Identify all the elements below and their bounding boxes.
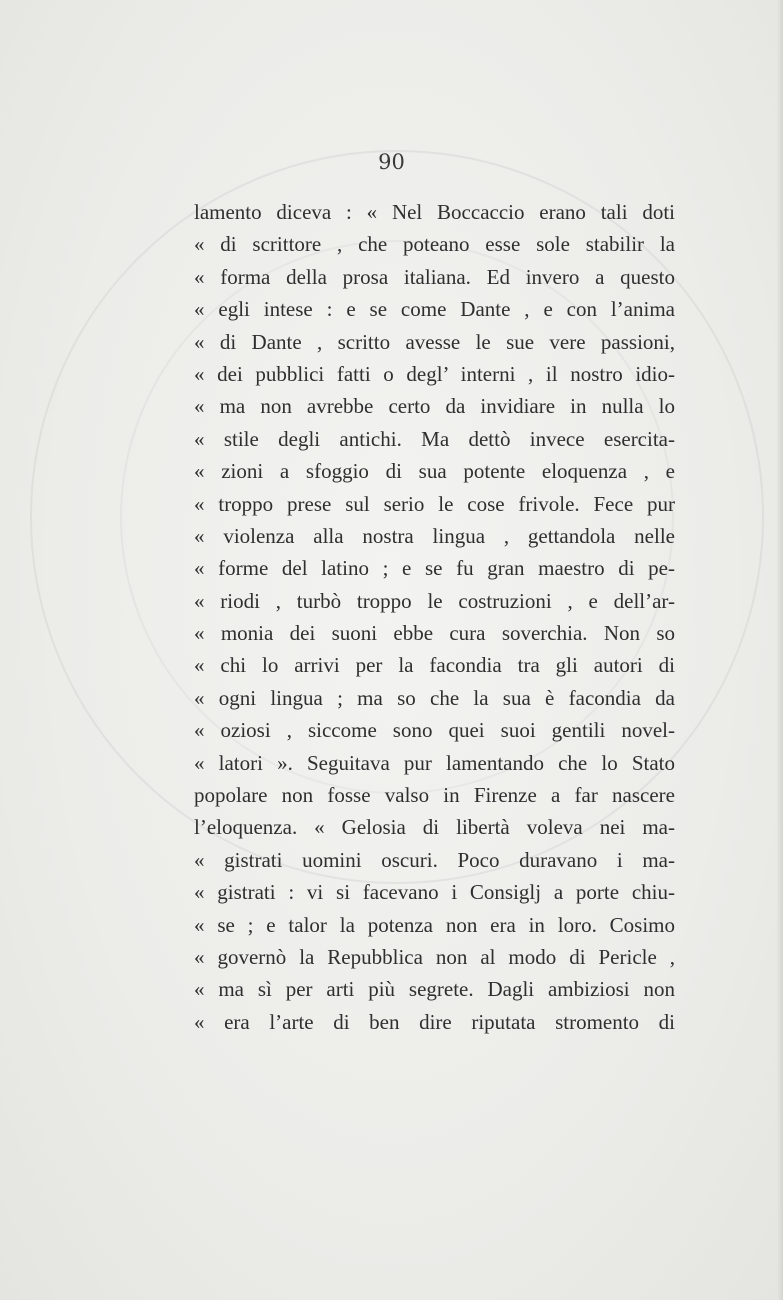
text-line: « ma sì per arti più segrete. Dagli ambiziosi non <box>194 977 675 1002</box>
text-line: popolare non fosse valso in Firenze a far nascere <box>194 783 675 808</box>
text-line: « gistrati uomini oscuri. Poco duravano i ma- <box>194 847 675 872</box>
text-line: « forma della prosa italiana. Ed invero a questo <box>194 264 675 289</box>
text-line: « gistrati : vi si facevano i Consiglj a porte chiu- <box>194 880 675 905</box>
text-line: « governò la Repubblica non al modo di Pericle , <box>194 944 675 969</box>
text-line: « violenza alla nostra lingua , gettandola nelle <box>194 523 675 548</box>
body-text <box>194 196 675 1038</box>
text-line: « stile degli antichi. Ma dettò invece esercita- <box>194 426 675 451</box>
text-line: « egli intese : e se come Dante , e con l’anima <box>194 297 675 322</box>
text-line: « zioni a sfoggio di sua potente eloquenza , e <box>194 459 675 484</box>
text-line: « ogni lingua ; ma so che la sua è facondia da <box>194 685 675 710</box>
text-line: « riodi , turbò troppo le costruzioni , e dell’ar- <box>194 588 675 613</box>
text-line: « forme del latino ; e se fu gran maestro di pe- <box>194 556 675 581</box>
text-line: « era l’arte di ben dire riputata stromento di <box>194 1009 675 1034</box>
text-line: « troppo prese sul serio le cose frivole. Fece pur <box>194 491 675 516</box>
page-edge <box>777 0 783 1300</box>
text-line: « di Dante , scritto avesse le sue vere passioni, <box>194 329 675 354</box>
text-line: « ma non avrebbe certo da invidiare in nulla lo <box>194 394 675 419</box>
text-line: lamento diceva : « Nel Boccaccio erano tali doti <box>194 200 675 224</box>
text-line: l’eloquenza. « Gelosia di libertà voleva nei ma- <box>194 815 675 840</box>
text-line: « oziosi , siccome sono quei suoi gentili novel- <box>194 718 675 743</box>
text-line: « chi lo arrivi per la facondia tra gli autori di <box>194 653 675 678</box>
text-line: « di scrittore , che poteano esse sole stabilir la <box>194 232 675 257</box>
page-number: 90 <box>378 150 405 174</box>
text-line: « dei pubblici fatti o degl’ interni , il nostro idio- <box>194 361 675 386</box>
text-line: « latori ». Seguitava pur lamentando che lo Stato <box>194 750 675 775</box>
text-line: « monia dei suoni ebbe cura soverchia. Non so <box>194 621 675 646</box>
text-line: « se ; e talor la potenza non era in loro. Cosimo <box>194 912 675 937</box>
